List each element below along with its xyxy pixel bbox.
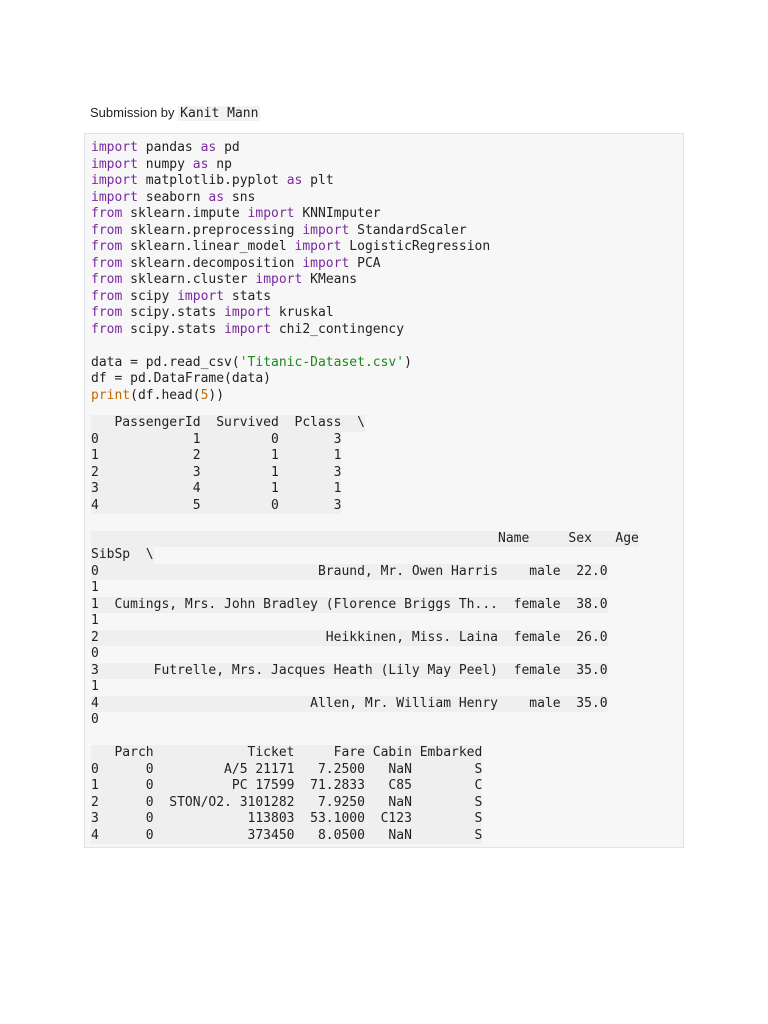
code-block bbox=[91, 140, 490, 404]
code-line bbox=[91, 371, 490, 388]
code-keyword: import bbox=[247, 206, 295, 221]
output-text: 1 bbox=[91, 613, 99, 628]
output-line bbox=[91, 663, 639, 680]
output-line bbox=[91, 580, 639, 597]
code-token: df = pd.DataFrame(data) bbox=[91, 371, 272, 386]
code-keyword: import bbox=[224, 321, 272, 337]
code-token: data = pd.read_csv( bbox=[91, 354, 240, 370]
code-keyword: as bbox=[286, 173, 303, 188]
code-keyword: import bbox=[302, 222, 350, 238]
output-line bbox=[91, 531, 639, 548]
code-token: ) bbox=[404, 354, 412, 370]
output-line bbox=[91, 646, 639, 663]
code-token: sklearn.cluster bbox=[122, 272, 256, 287]
code-keyword: as bbox=[208, 189, 225, 205]
output-text: SibSp \ bbox=[91, 547, 154, 562]
output-text: 1 2 1 1 bbox=[91, 448, 342, 463]
code-token: KNNImputer bbox=[294, 206, 381, 221]
code-token: sklearn.linear_model bbox=[122, 239, 295, 254]
code-token: KMeans bbox=[302, 272, 358, 287]
code-token: plt bbox=[302, 173, 334, 188]
output-text: 3 4 1 1 bbox=[91, 481, 342, 496]
code-token: StandardScaler bbox=[349, 222, 467, 238]
output-text: 4 Allen, Mr. William Henry male 35.0 bbox=[91, 695, 608, 711]
output-text: 1 bbox=[91, 679, 99, 694]
output-text: 2 Heikkinen, Miss. Laina female 26.0 bbox=[91, 629, 608, 645]
submission-header bbox=[90, 104, 260, 123]
code-token: sklearn.preprocessing bbox=[122, 222, 303, 238]
output-line bbox=[91, 597, 639, 614]
code-keyword: from bbox=[91, 321, 123, 337]
output-line bbox=[91, 432, 639, 449]
code-keyword: from bbox=[91, 239, 123, 254]
output-text: 2 0 STON/O2. 3101282 7.9250 NaN S bbox=[91, 794, 483, 810]
code-keyword: import bbox=[91, 140, 138, 155]
code-line bbox=[91, 322, 490, 339]
output-text: 0 bbox=[91, 646, 99, 661]
code-keyword: as bbox=[200, 140, 217, 155]
code-line bbox=[91, 338, 490, 355]
code-keyword: import bbox=[255, 272, 303, 287]
code-keyword: from bbox=[91, 305, 123, 320]
output-line bbox=[91, 448, 639, 465]
output-line bbox=[91, 514, 639, 531]
output-block bbox=[91, 415, 639, 844]
output-line bbox=[91, 630, 639, 647]
output-line bbox=[91, 547, 639, 564]
code-line bbox=[91, 239, 490, 256]
output-text: 4 0 373450 8.0500 NaN S bbox=[91, 827, 483, 843]
code-token: stats bbox=[224, 288, 272, 304]
output-text: 1 bbox=[91, 580, 99, 595]
submission-prefix: Submission by bbox=[90, 105, 175, 120]
code-line bbox=[91, 305, 490, 322]
output-line bbox=[91, 745, 639, 762]
code-token: scipy.stats bbox=[122, 305, 225, 320]
output-line bbox=[91, 613, 639, 630]
output-text: 3 0 113803 53.1000 C123 S bbox=[91, 811, 483, 826]
output-line bbox=[91, 712, 639, 729]
output-text: 3 Futrelle, Mrs. Jacques Heath (Lily May Peel) female 35.0 bbox=[91, 662, 608, 678]
code-keyword: import bbox=[91, 173, 138, 188]
output-text: Name Sex Age bbox=[91, 530, 639, 546]
code-number: 5 bbox=[200, 387, 209, 403]
output-line bbox=[91, 778, 639, 795]
code-line bbox=[91, 173, 490, 190]
code-keyword: as bbox=[192, 156, 209, 172]
code-keyword: from bbox=[91, 222, 123, 238]
code-keyword: import bbox=[91, 189, 138, 205]
code-line bbox=[91, 388, 490, 405]
code-line bbox=[91, 190, 490, 207]
output-line bbox=[91, 762, 639, 779]
output-text: Parch Ticket Fare Cabin Embarked bbox=[91, 745, 483, 760]
code-function: print bbox=[91, 387, 131, 403]
output-line bbox=[91, 498, 639, 515]
code-keyword: import bbox=[177, 288, 225, 304]
code-line bbox=[91, 206, 490, 223]
output-line bbox=[91, 465, 639, 482]
code-token: pd bbox=[216, 140, 240, 155]
code-line bbox=[91, 256, 490, 273]
code-token: (df.head( bbox=[130, 387, 201, 403]
code-token: kruskal bbox=[271, 305, 334, 320]
output-text: 1 Cumings, Mrs. John Bradley (Florence Briggs Th... female 38.0 bbox=[91, 596, 608, 612]
code-keyword: import bbox=[91, 156, 138, 172]
code-token: numpy bbox=[137, 156, 193, 172]
code-line bbox=[91, 355, 490, 372]
output-text: PassengerId Survived Pclass \ bbox=[91, 415, 365, 430]
code-keyword: import bbox=[302, 255, 350, 271]
code-token: chi2_contingency bbox=[271, 321, 405, 337]
code-keyword: from bbox=[91, 206, 123, 221]
code-token: scipy bbox=[122, 288, 178, 304]
output-line bbox=[91, 679, 639, 696]
output-line bbox=[91, 828, 639, 845]
code-token: np bbox=[208, 156, 232, 172]
code-token: seaborn bbox=[137, 189, 209, 205]
code-token: sns bbox=[224, 189, 256, 205]
code-keyword: from bbox=[91, 288, 123, 304]
output-line bbox=[91, 729, 639, 746]
output-line bbox=[91, 795, 639, 812]
code-token: pandas bbox=[137, 140, 201, 155]
code-token: sklearn.impute bbox=[122, 206, 248, 221]
code-token: scipy.stats bbox=[122, 321, 225, 337]
code-line bbox=[91, 272, 490, 289]
output-line bbox=[91, 811, 639, 828]
output-line bbox=[91, 564, 639, 581]
code-line bbox=[91, 289, 490, 306]
code-string: 'Titanic-Dataset.csv' bbox=[239, 354, 405, 370]
code-token: sklearn.decomposition bbox=[122, 255, 303, 271]
code-line bbox=[91, 223, 490, 240]
notebook-cell bbox=[84, 133, 684, 848]
output-text: 1 0 PC 17599 71.2833 C85 C bbox=[91, 778, 483, 793]
code-keyword: from bbox=[91, 272, 123, 287]
output-text: 0 bbox=[91, 712, 99, 727]
author-name: Kanit Mann bbox=[180, 106, 259, 121]
code-token: matplotlib.pyplot bbox=[137, 173, 287, 188]
output-line bbox=[91, 415, 639, 432]
output-text: 4 5 0 3 bbox=[91, 497, 342, 513]
output-text: 0 0 A/5 21171 7.2500 NaN S bbox=[91, 761, 483, 777]
code-keyword: import bbox=[294, 239, 342, 254]
output-line bbox=[91, 481, 639, 498]
code-line bbox=[91, 157, 490, 174]
code-keyword: import bbox=[224, 305, 272, 320]
output-line bbox=[91, 696, 639, 713]
output-text: 0 1 0 3 bbox=[91, 431, 342, 447]
code-token: )) bbox=[208, 387, 225, 403]
code-token: LogisticRegression bbox=[341, 239, 491, 254]
output-text: 0 Braund, Mr. Owen Harris male 22.0 bbox=[91, 563, 608, 579]
code-line bbox=[91, 140, 490, 157]
code-keyword: from bbox=[91, 255, 123, 271]
code-token: PCA bbox=[349, 255, 381, 271]
output-text: 2 3 1 3 bbox=[91, 464, 342, 480]
